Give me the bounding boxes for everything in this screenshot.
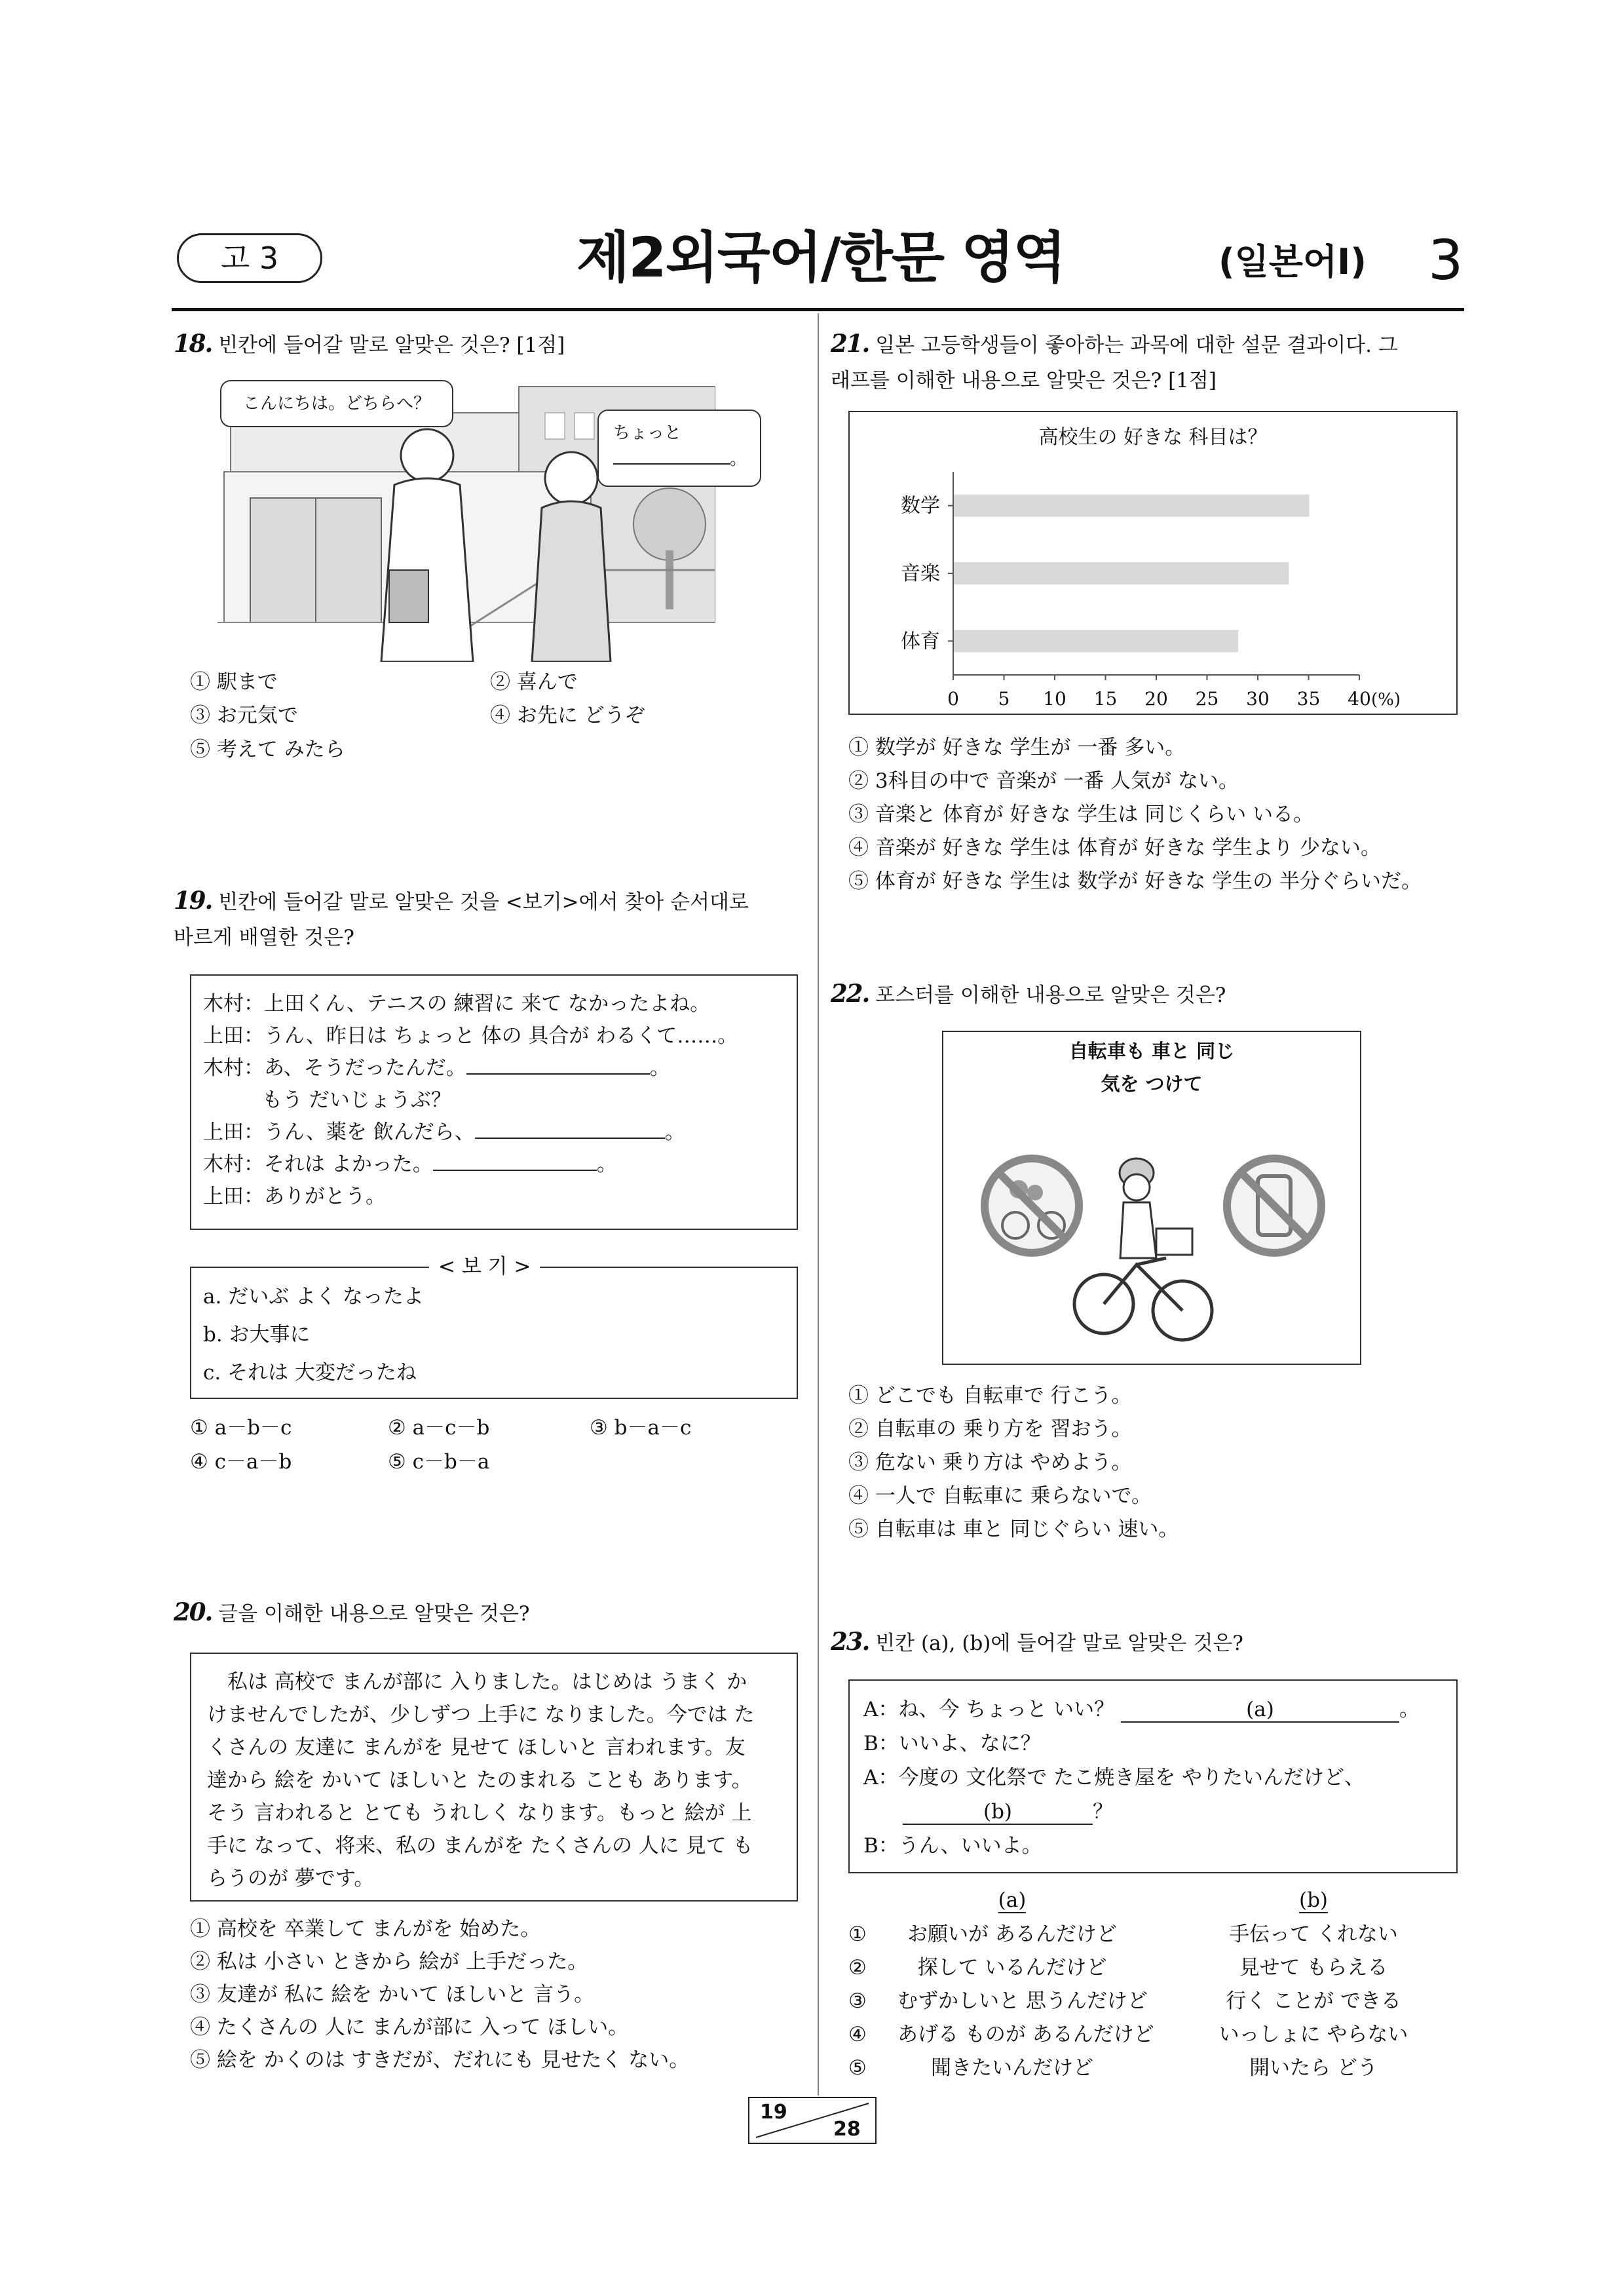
q23-prompt xyxy=(831,1626,1466,1659)
x-tick-label-10: 10 xyxy=(1043,688,1067,710)
q19-option-5[interactable]: ⑤ c－b－a xyxy=(388,1450,490,1474)
option-b: 手伝って くれない xyxy=(1229,1923,1398,1946)
page-number-box xyxy=(748,2097,877,2144)
bar-2 xyxy=(954,562,1289,584)
q20-passage-line: 私は 高校で まんが部に 入りました。はじめは うまく か xyxy=(207,1670,747,1694)
speaker: 木村： xyxy=(203,1056,264,1080)
dialogue-text: それは よかった。 xyxy=(264,1153,433,1176)
x-tick-label-25: 25 xyxy=(1195,688,1219,710)
speaker: 上田： xyxy=(203,1024,264,1048)
q18-option-4[interactable]: ④ お先に どうぞ xyxy=(490,704,645,727)
option-number: ④ xyxy=(848,2023,867,2046)
y-tick-label-1: 数学 xyxy=(901,494,940,518)
q21-option-2[interactable]: ② 3科目の中で 音楽が 一番 人気が ない。 xyxy=(848,769,1239,793)
x-tick-label-5: 5 xyxy=(998,688,1010,710)
page-mark: 3 xyxy=(1428,228,1463,292)
q19-bogi-title: < 보 기 > xyxy=(429,1252,540,1282)
q21-prompt xyxy=(831,328,1466,396)
q19-line-2 xyxy=(203,1020,738,1052)
option-number: ③ xyxy=(848,1989,867,2013)
speaker: 木村： xyxy=(203,1153,264,1176)
q22-text: 포스터를 이해한 내용으로 알맞은 것은? xyxy=(875,984,1226,1007)
q22-option-2[interactable]: ② 自転車の 乗り方を 習おう。 xyxy=(848,1417,1132,1441)
q19-bogi-b: b. お大事に xyxy=(203,1323,311,1347)
q21-option-5[interactable]: ⑤ 体育が 好きな 学生は 数学が 好きな 学生の 半分ぐらいだ。 xyxy=(848,870,1422,893)
q23-col-header-a xyxy=(897,1885,1127,1915)
q21-option-3[interactable]: ③ 音楽と 体育が 好きな 学生は 同じくらい いる。 xyxy=(848,803,1314,826)
option-b: 行く ことが できる xyxy=(1226,1989,1401,2013)
q23-col-header-b xyxy=(1199,1885,1428,1915)
dialogue-text: うん、昨日は ちょっと 体の 具合が わるくて……。 xyxy=(264,1024,738,1048)
q19-line-5 xyxy=(203,1117,685,1148)
q23-line-2: B：いいよ、なに？ xyxy=(863,1732,1041,1755)
y-tick-label-3: 体育 xyxy=(901,630,940,653)
column-divider xyxy=(818,313,819,2095)
q23-number: 23. xyxy=(831,1627,869,1656)
dialogue-text: ありがとう。 xyxy=(264,1185,386,1208)
dialogue-text: うん、薬を 飲んだら、 xyxy=(264,1120,475,1144)
dialogue-end: 。 xyxy=(1399,1698,1420,1721)
q21-option-1[interactable]: ① 数学が 好きな 学生が 一番 多い。 xyxy=(848,736,1186,759)
q20-option-4[interactable]: ④ たくさんの 人に まんが部に 入って ほしい。 xyxy=(190,2016,629,2039)
speaker: 上田： xyxy=(203,1120,264,1144)
q19-line-3 xyxy=(203,1052,670,1084)
answer-blank xyxy=(433,1150,597,1171)
q22-prompt xyxy=(831,978,1466,1011)
header-rule xyxy=(172,308,1464,311)
option-b: 開いたら どう xyxy=(1249,2056,1378,2080)
q21-text-line2: 래프를 이해한 내용으로 알맞은 것은? [1점] xyxy=(831,369,1217,392)
option-a: あげる ものが あるんだけど xyxy=(897,2023,1154,2046)
q19-option-2[interactable]: ② a－c－b xyxy=(388,1416,490,1440)
grade-badge xyxy=(177,233,322,283)
q19-line-4 xyxy=(262,1084,451,1116)
q23-line-4 xyxy=(903,1796,1113,1827)
poster-illustration xyxy=(970,1127,1336,1356)
col-a-label: (a) xyxy=(998,1888,1027,1912)
blank-a-label: (a) xyxy=(1246,1698,1274,1721)
q19-bogi-c: c. それは 大変だったね xyxy=(203,1361,417,1385)
blank-b-label: (b) xyxy=(983,1800,1013,1824)
chart-title: 高校生の 好きな 科目は？ xyxy=(1038,426,1268,449)
option-a: むずかしいと 思うんだけど xyxy=(897,1989,1148,2013)
q23-line-5: B：うん、いいよ。 xyxy=(863,1834,1042,1858)
q20-option-3[interactable]: ③ 友達が 私に 絵を かいて ほしいと 言う。 xyxy=(190,1983,595,2006)
q21-number: 21. xyxy=(831,329,869,358)
q20-passage-line: らうのが 夢です。 xyxy=(207,1867,375,1890)
blank-b xyxy=(903,1800,1093,1825)
option-a: 聞きたいんだけど xyxy=(931,2056,1093,2080)
speech-bubble-1 xyxy=(220,380,453,427)
q22-option-4[interactable]: ④ 一人で 自転車に 乗らないで。 xyxy=(848,1484,1152,1508)
q18-option-5[interactable]: ⑤ 考えて みたら xyxy=(190,738,345,761)
y-tick-label-2: 音楽 xyxy=(901,562,940,585)
q18-number: 18. xyxy=(174,329,212,358)
speech-bubble-2-end: 。 xyxy=(730,450,747,469)
q20-passage-line: くさんの 友達に まんがを 見せて ほしいと 言われます。友 xyxy=(207,1736,746,1759)
q20-passage-line: 手に なって、将来、私の まんがを たくさんの 人に 見て も xyxy=(207,1834,753,1858)
q20-passage-line: 達から 絵を かいて ほしいと たのまれる ことも あります。 xyxy=(207,1769,752,1792)
q19-text-line2: 바르게 배열한 것은? xyxy=(174,926,354,949)
q19-prompt xyxy=(174,885,803,953)
x-tick-label-35: 35 xyxy=(1296,688,1321,710)
dialogue-text: もう だいじょうぶ？ xyxy=(262,1088,451,1112)
q19-line-1 xyxy=(203,988,710,1020)
option-number: ② xyxy=(848,1956,867,1980)
speech-bubble-1-text: こんにちは。どちらへ？ xyxy=(242,394,430,413)
page-title: 제2외국어/한문 영역 xyxy=(576,225,1065,290)
poster-line-1: 自転車も 車と 同じ xyxy=(1068,1040,1235,1062)
q19-line-6 xyxy=(203,1149,617,1180)
q19-option-4[interactable]: ④ c－a－b xyxy=(190,1450,292,1474)
q19-line-7 xyxy=(203,1181,386,1212)
q23-line-1 xyxy=(863,1694,1420,1725)
dialogue-end: 。 xyxy=(596,1153,617,1176)
q22-option-1[interactable]: ① どこでも 自転車で 行こう。 xyxy=(848,1384,1132,1407)
cyclist-icon xyxy=(1074,1158,1212,1340)
poster-line-2: 気を つけて xyxy=(1101,1073,1203,1095)
q19-option-1[interactable]: ① a－b－c xyxy=(190,1416,292,1440)
q20-passage-line: けませんでしたが、少しずつ 上手に なりました。今では た xyxy=(207,1703,755,1727)
q20-option-5[interactable]: ⑤ 絵を かくのは すきだが、だれにも 見せたく ない。 xyxy=(190,2048,690,2072)
col-b-label: (b) xyxy=(1298,1888,1329,1912)
q21-bar-chart xyxy=(848,459,1458,714)
option-b: いっしょに やらない xyxy=(1218,2023,1408,2046)
q23-text: 빈칸 (a), (b)에 들어갈 말로 알맞은 것은? xyxy=(875,1632,1243,1655)
q19-option-3[interactable]: ③ b－a－c xyxy=(590,1416,692,1440)
dialogue-text: A：ね、今 ちょっと いい？ xyxy=(863,1698,1115,1721)
subject-label: (일본어Ⅰ) xyxy=(1218,241,1367,282)
dialogue-end: 。 xyxy=(649,1056,670,1080)
answer-blank xyxy=(475,1118,665,1139)
page-current: 19 xyxy=(760,2101,787,2124)
q21-text-line1: 일본 고등학생들이 좋아하는 과목에 대한 설문 결과이다. 그 xyxy=(875,334,1398,357)
q20-number: 20. xyxy=(174,1598,212,1626)
q18-prompt xyxy=(174,328,803,361)
speech-bubble-2-blank xyxy=(613,448,730,465)
q21-option-4[interactable]: ④ 音楽が 好きな 学生は 体育が 好きな 学生より 少ない。 xyxy=(848,836,1381,860)
option-number: ⑤ xyxy=(848,2056,867,2080)
bar-3 xyxy=(954,630,1238,652)
q22-number: 22. xyxy=(831,979,869,1008)
q22-option-5[interactable]: ⑤ 自転車は 車と 同じぐらい 速い。 xyxy=(848,1518,1179,1541)
grade-label: 고 3 xyxy=(220,240,279,276)
q20-prompt xyxy=(174,1596,803,1630)
speech-bubble-2 xyxy=(597,410,761,487)
x-tick-label-40: 40 xyxy=(1348,688,1371,710)
q20-passage-line: そう 言われると とても うれしく なります。もっと 絵が 上 xyxy=(207,1801,752,1825)
option-a: お願いが あるんだけど xyxy=(907,1923,1117,1946)
q18-option-2[interactable]: ② 喜んで xyxy=(490,670,578,694)
q18-option-1[interactable]: ① 駅まで xyxy=(190,670,278,694)
q18-option-3[interactable]: ③ お元気で xyxy=(190,704,298,727)
page-total: 28 xyxy=(833,2118,861,2141)
q18-text: 빈칸에 들어갈 말로 알맞은 것은? [1점] xyxy=(218,334,565,357)
answer-blank xyxy=(466,1054,650,1075)
no-phone-icon xyxy=(1227,1158,1321,1253)
q22-option-3[interactable]: ③ 危ない 乗り方は やめよう。 xyxy=(848,1451,1132,1474)
bar-1 xyxy=(954,495,1310,517)
dialogue-text: あ、そうだったんだ。 xyxy=(264,1056,466,1080)
option-number: ① xyxy=(848,1923,867,1946)
no-double-riding-icon xyxy=(985,1158,1079,1253)
q20-option-2[interactable]: ② 私は 小さい ときから 絵が 上手だった。 xyxy=(190,1950,588,1974)
q20-option-1[interactable]: ① 高校を 卒業して まんがを 始めた。 xyxy=(190,1917,541,1941)
blank-a xyxy=(1121,1698,1399,1723)
q23-line-3: A：今度の 文化祭で たこ焼き屋を やりたいんだけど、 xyxy=(863,1766,1365,1789)
q19-number: 19. xyxy=(174,886,212,915)
dialogue-text: 上田くん、テニスの 練習に 来て なかったよね。 xyxy=(264,992,711,1016)
q19-text-line1: 빈칸에 들어갈 말로 알맞은 것을 <보기>에서 찾아 순서대로 xyxy=(218,890,749,914)
q20-text: 글을 이해한 내용으로 알맞은 것은? xyxy=(218,1602,530,1626)
speaker: 上田： xyxy=(203,1185,264,1208)
x-tick-label-0: 0 xyxy=(947,688,959,710)
option-b: 見せて もらえる xyxy=(1239,1956,1388,1980)
dialogue-end: ？ xyxy=(1093,1800,1113,1824)
x-unit-label: (%) xyxy=(1371,690,1401,710)
x-tick-label-20: 20 xyxy=(1144,688,1168,710)
option-a: 探して いるんだけど xyxy=(917,1956,1107,1980)
x-tick-label-15: 15 xyxy=(1093,688,1118,710)
x-tick-label-30: 30 xyxy=(1246,688,1270,710)
dialogue-end: 。 xyxy=(664,1120,685,1144)
speaker: 木村： xyxy=(203,992,264,1016)
speech-bubble-2-line1: ちょっと xyxy=(613,423,682,443)
q19-bogi-a: a. だいぶ よく なったよ xyxy=(203,1285,424,1309)
